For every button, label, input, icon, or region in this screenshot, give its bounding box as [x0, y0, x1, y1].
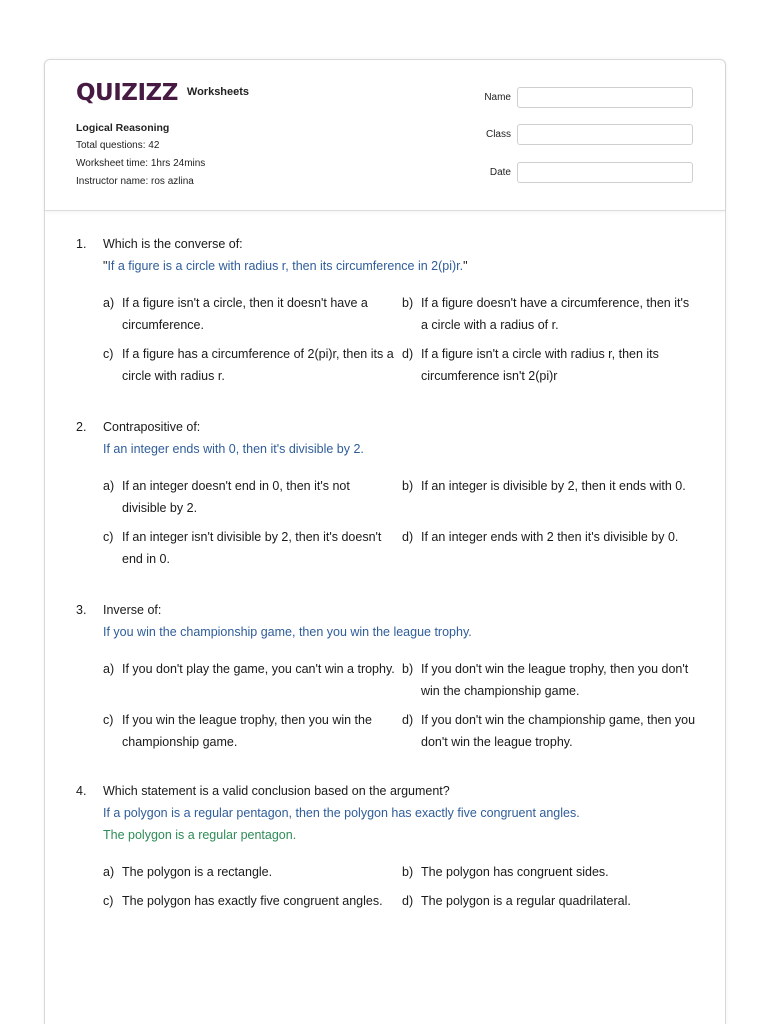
- option-c[interactable]: [103, 709, 402, 753]
- option-d[interactable]: [402, 526, 702, 570]
- total-questions: Total questions: 42: [76, 140, 160, 151]
- statement-blue: If a figure is a circle with radius r, then its circumference in 2(pi)r.: [107, 259, 464, 273]
- option-letter: b): [402, 865, 414, 879]
- option-letter: c): [103, 530, 114, 544]
- option-letter: d): [402, 347, 414, 361]
- option-letter: d): [402, 894, 414, 908]
- option-text: The polygon is a rectangle.: [122, 865, 273, 879]
- logo-subtitle: Worksheets: [186, 86, 250, 98]
- question-4: [76, 780, 696, 912]
- statement-green: The polygon is a regular pentagon.: [103, 828, 297, 842]
- question-stem: Contrapositive of:: [103, 420, 201, 434]
- option-letter: a): [103, 479, 115, 493]
- statement-blue: If you win the championship game, then you win the league trophy.: [103, 625, 472, 639]
- option-text: If you win the league trophy, then you win the championship game.: [122, 713, 372, 749]
- option-b[interactable]: [402, 658, 702, 702]
- option-text: If you don't win the championship game, then you don't win the league trophy.: [421, 713, 696, 749]
- option-text: If an integer is divisible by 2, then it ends with 0.: [421, 479, 686, 493]
- class-label: Class: [485, 129, 511, 140]
- question-statement: [103, 255, 696, 277]
- class-field-row: [465, 124, 695, 146]
- quote-close: ": [463, 259, 468, 273]
- option-text: If an integer isn't divisible by 2, then it's doesn't end in 0.: [122, 530, 382, 566]
- option-letter: c): [103, 347, 114, 361]
- logo-wordmark: QUIZIZZ: [76, 80, 178, 106]
- option-d[interactable]: [402, 709, 702, 753]
- option-a[interactable]: [103, 475, 402, 519]
- option-text: The polygon is a regular quadrilateral.: [421, 894, 631, 908]
- option-text: If a figure has a circumference of 2(pi)r, then its a circle with radius r.: [122, 347, 394, 383]
- option-a[interactable]: [103, 861, 402, 883]
- answer-options: [103, 658, 696, 753]
- option-letter: d): [402, 713, 414, 727]
- quote-open: ": [103, 259, 108, 273]
- option-text: If a figure doesn't have a circumference, then it's a circle with a radius of r.: [421, 296, 690, 332]
- option-letter: b): [402, 479, 414, 493]
- option-letter: a): [103, 865, 115, 879]
- option-c[interactable]: [103, 890, 402, 912]
- option-letter: d): [402, 530, 414, 544]
- option-text: The polygon has congruent sides.: [421, 865, 609, 879]
- option-d[interactable]: [402, 890, 702, 912]
- question-3: [76, 599, 696, 780]
- date-input[interactable]: [517, 162, 693, 183]
- answer-options: [103, 292, 696, 387]
- option-d[interactable]: [402, 343, 702, 387]
- option-a[interactable]: [103, 658, 402, 702]
- question-number: 4.: [76, 784, 87, 798]
- question-number: 3.: [76, 603, 87, 617]
- statement-blue: If an integer ends with 0, then it's divisible by 2.: [103, 442, 364, 456]
- question-number: 2.: [76, 420, 87, 434]
- option-b[interactable]: [402, 292, 702, 336]
- option-text: If a figure isn't a circle, then it doesn't have a circumference.: [122, 296, 368, 332]
- option-a[interactable]: [103, 292, 402, 336]
- option-text: The polygon has exactly five congruent angles.: [122, 894, 383, 908]
- quizizz-logo: [76, 80, 249, 106]
- question-stem: Inverse of:: [103, 603, 162, 617]
- option-text: If an integer doesn't end in 0, then it's not divisible by 2.: [122, 479, 350, 515]
- option-b[interactable]: [402, 475, 702, 519]
- class-input[interactable]: [517, 124, 693, 145]
- question-stem: Which statement is a valid conclusion based on the argument?: [103, 784, 450, 798]
- option-letter: a): [103, 662, 115, 676]
- worksheet-time: Worksheet time: 1hrs 24mins: [76, 158, 206, 169]
- option-letter: b): [402, 296, 414, 310]
- option-letter: b): [402, 662, 414, 676]
- worksheet-meta: [76, 119, 205, 191]
- option-text: If you don't win the league trophy, then you don't win the championship game.: [421, 662, 689, 698]
- instructor-name: Instructor name: ros azlina: [76, 176, 194, 187]
- name-input[interactable]: [517, 87, 693, 108]
- answer-options: [103, 861, 696, 912]
- statement-blue: If a polygon is a regular pentagon, then the polygon has exactly five congruent angles.: [103, 806, 580, 820]
- question-stem: Which is the converse of:: [103, 237, 243, 251]
- question-number: 1.: [76, 237, 87, 251]
- answer-options: [103, 475, 696, 570]
- option-c[interactable]: [103, 526, 402, 570]
- date-label: Date: [489, 167, 511, 178]
- option-letter: a): [103, 296, 115, 310]
- question-list: [76, 233, 696, 912]
- name-field-row: [465, 87, 695, 109]
- question-2: [76, 416, 696, 599]
- option-b[interactable]: [402, 861, 702, 883]
- worksheet-page: [44, 59, 726, 1024]
- date-field-row: [465, 162, 695, 184]
- worksheet-title: Logical Reasoning: [76, 122, 170, 134]
- option-text: If you don't play the game, you can't win a trophy.: [122, 662, 395, 676]
- option-c[interactable]: [103, 343, 402, 387]
- option-letter: c): [103, 713, 114, 727]
- worksheet-header: [45, 60, 725, 211]
- name-label: Name: [484, 92, 511, 103]
- question-1: [76, 233, 696, 416]
- option-letter: c): [103, 894, 114, 908]
- option-text: If an integer ends with 2 then it's divisible by 0.: [421, 530, 679, 544]
- option-text: If a figure isn't a circle with radius r, then its circumference isn't 2(pi)r: [421, 347, 659, 383]
